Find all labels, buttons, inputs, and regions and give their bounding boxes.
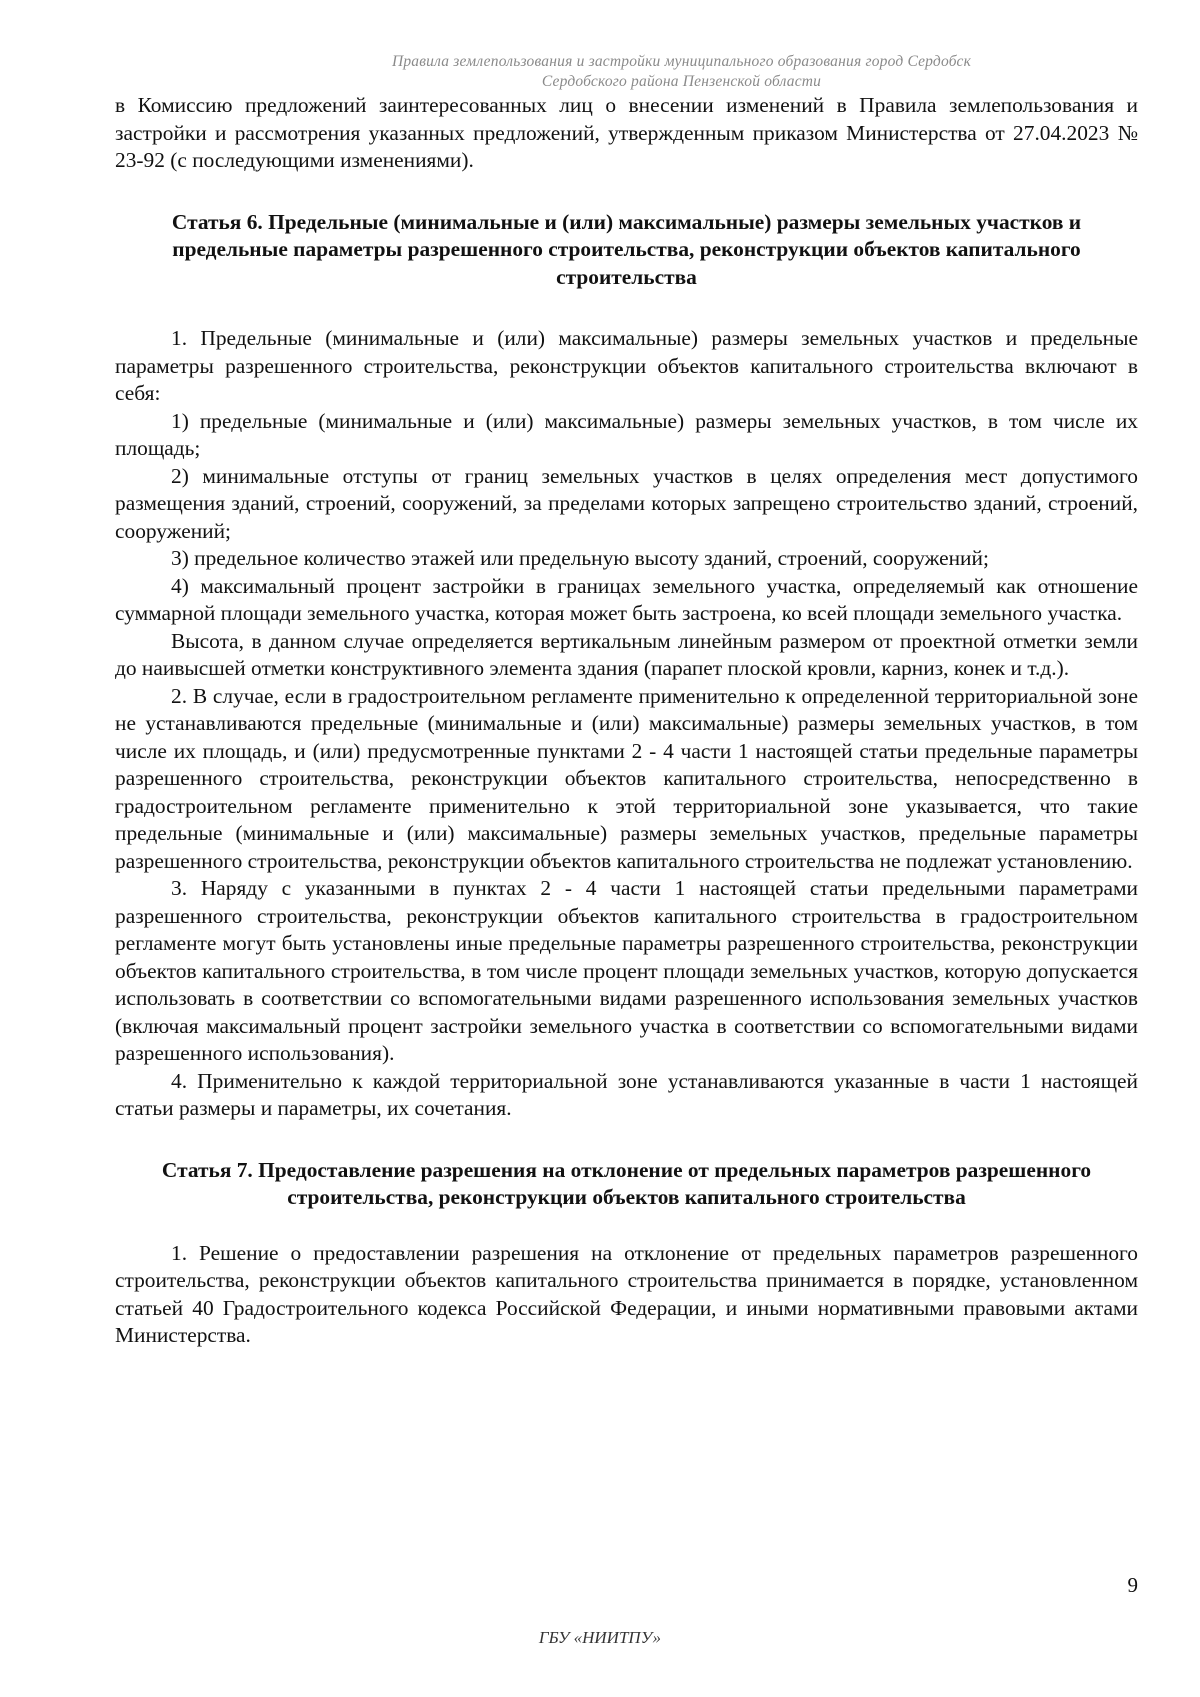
article-6-paragraph: 3) предельное количество этажей или предельную высоту зданий, строений, сооружений; (171, 546, 989, 570)
article-6-paragraph: 4) максимальный процент застройки в границах земельного участка, определяемый как отношение суммарной площади земельного участка, которая может быть застроена, ко всей площади земельного участка. (115, 573, 1138, 625)
article-6-paragraph: Высота, в данном случае определяется вертикальным линейным размером от проектной отметки земли до наивысшей отметки конструктивного элемента здания (парапет плоской кровли, карниз, конек и т.д.). (115, 628, 1138, 680)
article-7-paragraph: 1. Решение о предоставлении разрешения на отклонение от предельных параметров разрешенного строительства, реконструкции объектов капитального строительства принимается в порядке, установленном статьей 40 Градостроительного кодекса Российской Федерации, и иными нормативными правовыми актами Министерства. (115, 1240, 1138, 1347)
article-7-title: Статья 7. Предоставление разрешения на отклонение от предельных параметров разрешенного строительства, реконструкции объектов капитального строительства (161, 1157, 1092, 1209)
page-number: 9 (1127, 1573, 1138, 1597)
article-6-paragraph: 2. В случае, если в градостроительном регламенте применительно к определенной территориальной зоне не устанавливаются предельные (минимальные и (или) максимальные) размеры земельных участков, в том числе их площадь, и (или) предусмотренные пунктами 2 - 4 части 1 настоящей статьи предельные параметры разрешенного строительства, реконструкции объектов капитального строительства, непосредственно в градостроительном регламенте применительно к этой территориальной зоне указывается, что такие предельные (минимальные и (или) максимальные) размеры земельных участков, предельные параметры разрешенного строительства, реконструкции объектов капитального строительства не подлежат установлению. (115, 683, 1138, 873)
article-6-paragraph: 1) предельные (минимальные и (или) максимальные) размеры земельных участков, в том числе их площадь; (115, 408, 1138, 460)
header-line-2: Сердобского района Пензенской области (541, 73, 822, 90)
article-6-paragraph: 1. Предельные (минимальные и (или) максимальные) размеры земельных участков и предельные параметры разрешенного строительства, реконструкции объектов капитального строительства включают в себя: (115, 326, 1138, 405)
article-6-paragraph: 2) минимальные отступы от границ земельных участков в целях определения мест допустимого размещения зданий, строений, сооружений, за пределами которых запрещено строительство зданий, строений, сооружений; (115, 463, 1138, 543)
footer-organization: ГБУ «НИИТПУ» (538, 1628, 662, 1647)
article-6-paragraph: 3. Наряду с указанными в пунктах 2 - 4 части 1 настоящей статьи предельными параметрами разрешенного строительства, реконструкции объектов капитального строительства в градостроительном регламенте могут быть установлены иные предельные параметры разрешенного строительства, реконструкции объектов капитального строительства, в том числе процент площади земельных участков, которую допускается использовать в соответствии со вспомогательными видами разрешенного использования земельных участков (включая максимальный процент застройки земельного участка в соответствии со вспомогательными видами разрешенного использования). (115, 876, 1138, 1065)
running-header (115, 52, 1138, 92)
article-6-paragraph: 4. Применительно к каждой территориальной зоне устанавливаются указанные в части 1 настоящей статьи размеры и параметры, их сочетания. (115, 1068, 1138, 1120)
intro-paragraph: в Комиссию предложений заинтересованных лиц о внесении изменений в Правила землепользования и застройки и рассмотрения указанных предложений, утвержденным приказом Министерства от 27.04.2023 № 23-92 (с последующими изменениями). (115, 93, 1138, 172)
document-body (115, 92, 1138, 1350)
article-6-title: Статья 6. Предельные (минимальные и (или) максимальные) размеры земельных участков и предельные параметры разрешенного строительства, реконструкции объектов капитального строительства (171, 209, 1082, 289)
header-line-1: Правила землепользования и застройки муниципального образования город Сердобск (391, 53, 972, 70)
